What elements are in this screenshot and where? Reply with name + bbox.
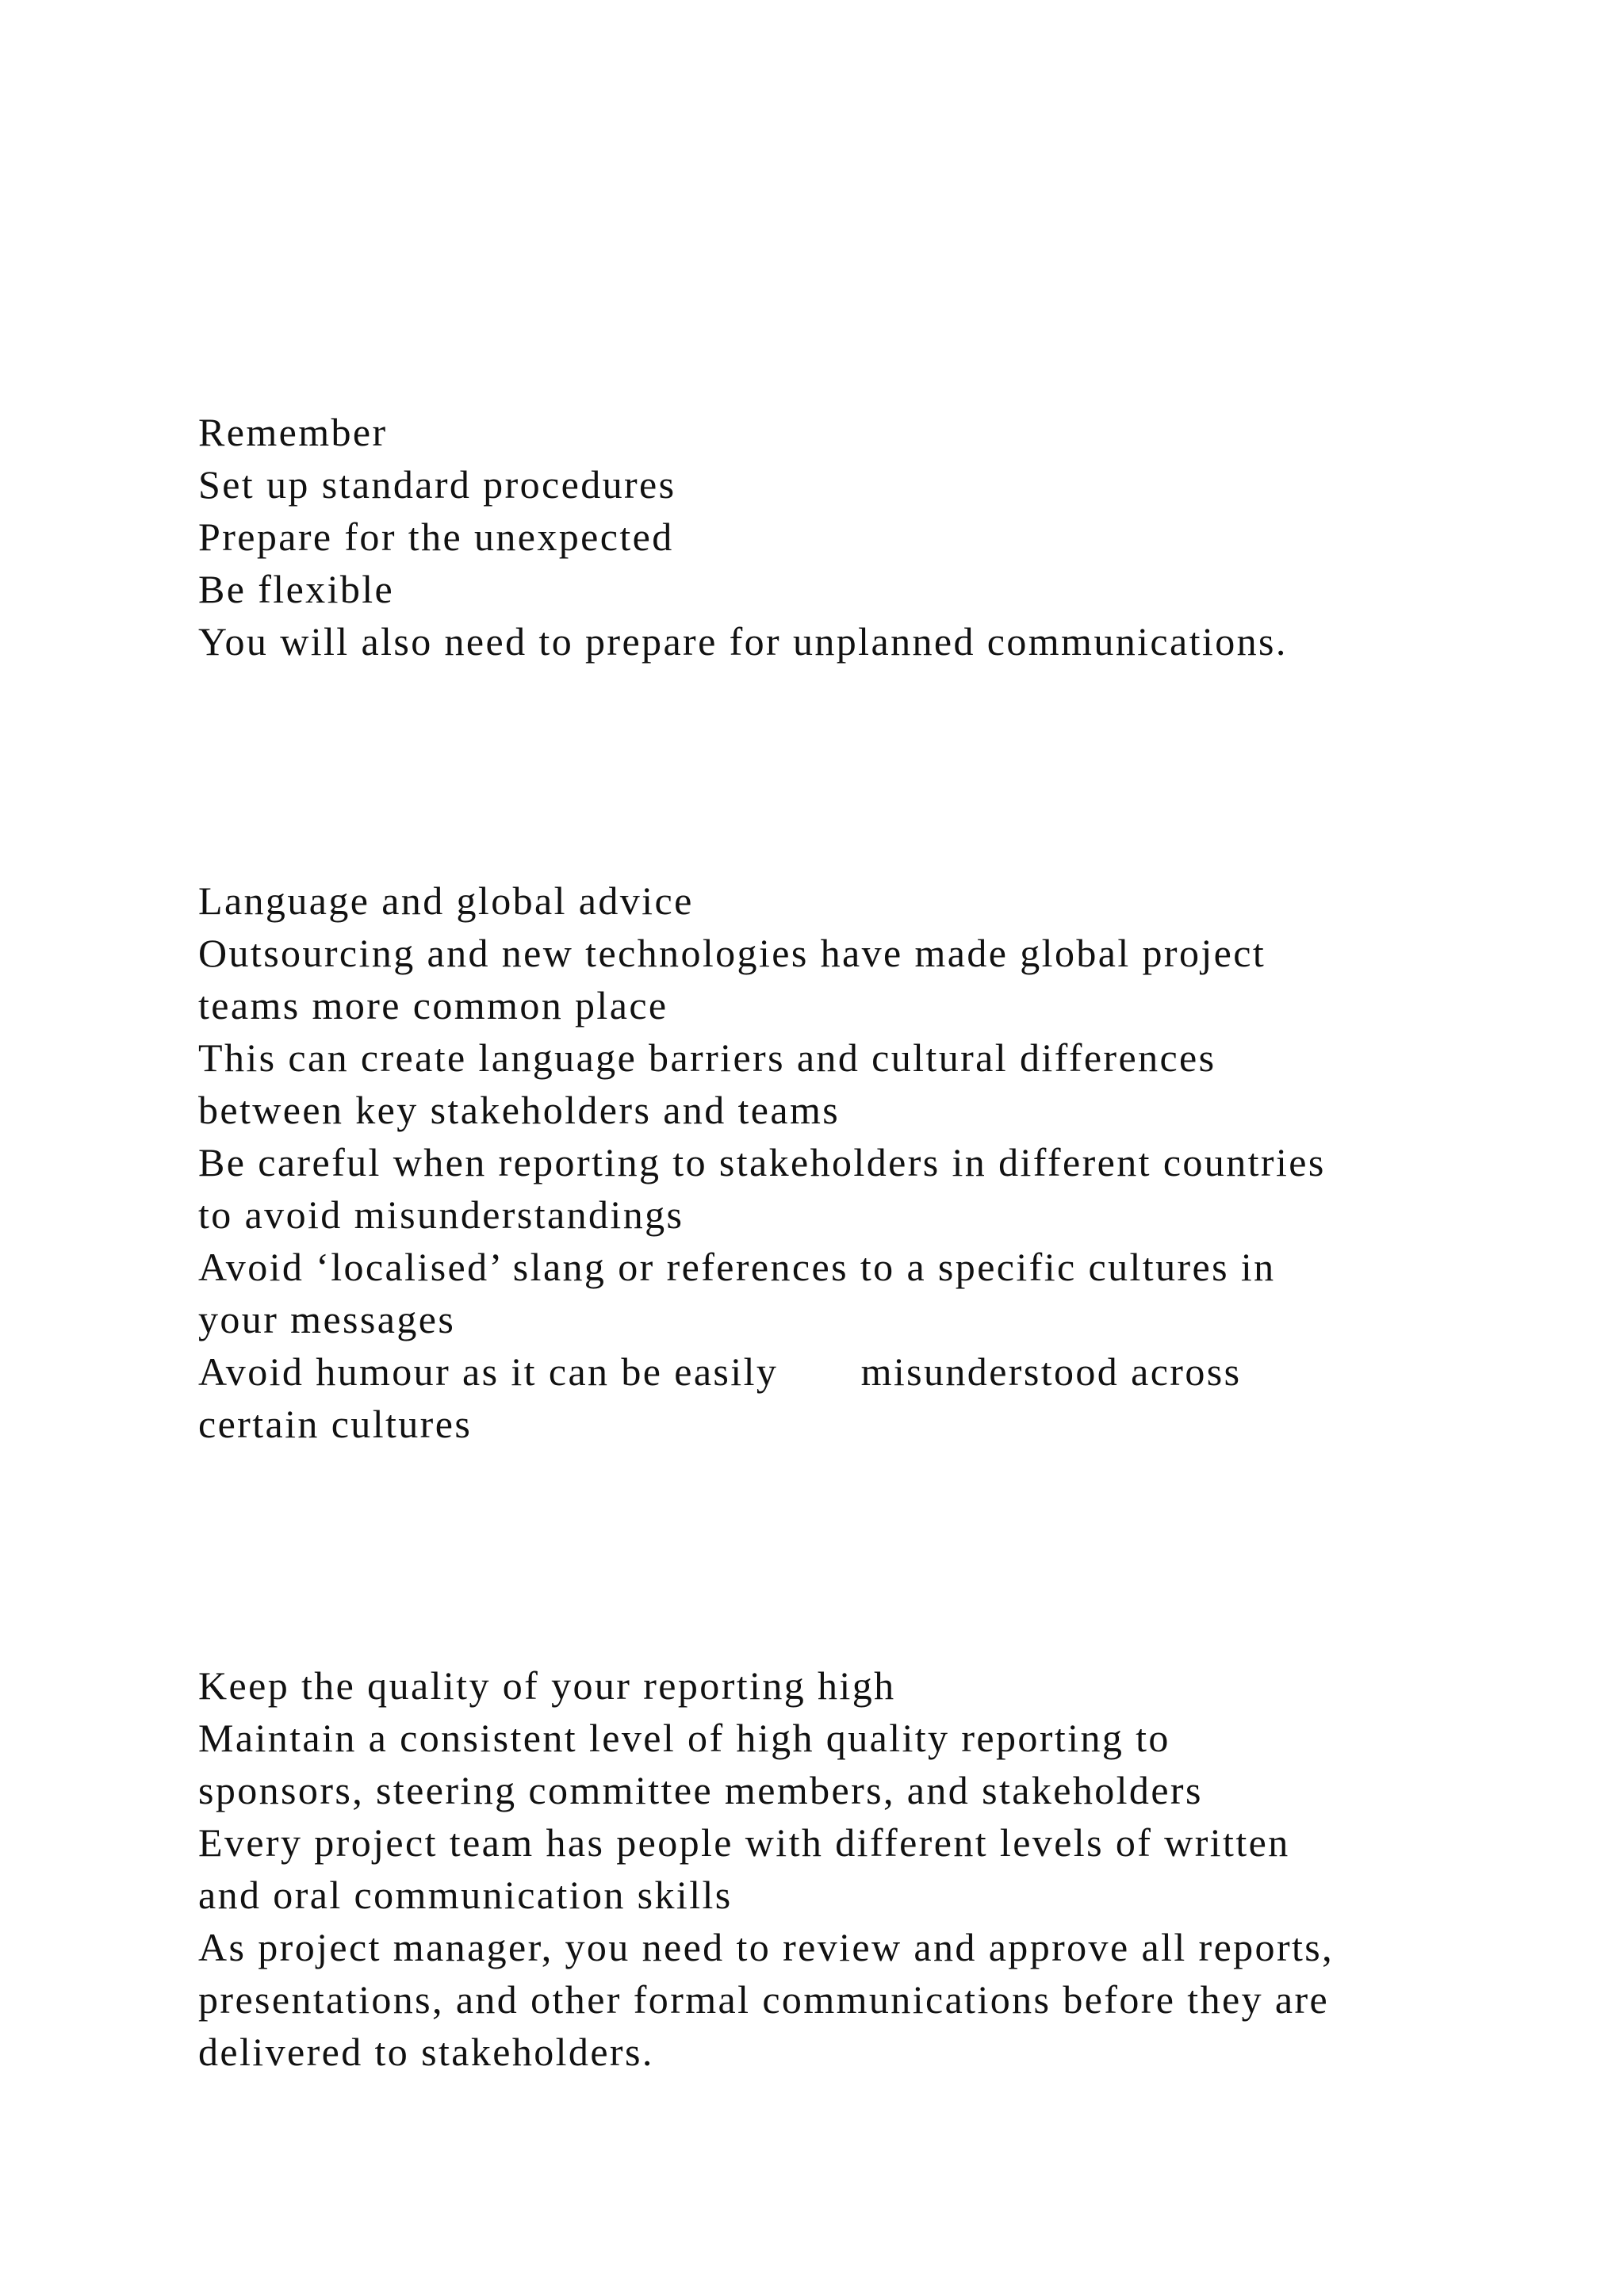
text-line: between key stakeholders and teams [198,1088,841,1132]
text-line: Avoid humour as it can be easily misunderstood across [198,1349,1242,1394]
language-global-advice-section [198,874,1499,1450]
reporting-quality-section [198,1659,1499,2078]
text-line: to avoid misunderstandings [198,1192,684,1237]
section-heading: Remember [198,410,388,454]
remember-section [198,406,1499,668]
section-heading: Language and global advice [198,878,694,923]
text-line: Maintain a consistent level of high quality reporting to [198,1716,1170,1760]
text-line: Set up standard procedures [198,462,676,507]
text-line: Prepare for the unexpected [198,515,674,559]
text-line: and oral communication skills [198,1873,733,1917]
text-line: Be careful when reporting to stakeholders in different countries [198,1140,1326,1184]
text-line: This can create language barriers and cultural differences [198,1035,1216,1080]
text-line: your messages [198,1297,456,1341]
section-heading: Keep the quality of your reporting high [198,1663,896,1708]
text-line: Every project team has people with different levels of written [198,1820,1290,1865]
text-line: Outsourcing and new technologies have made global project [198,931,1266,975]
text-line: delivered to stakeholders. [198,2030,654,2074]
text-line: certain cultures [198,1402,473,1446]
text-line: You will also need to prepare for unplanned communications. [198,619,1288,664]
text-line: As project manager, you need to review and approve all reports, [198,1925,1335,1969]
text-line: Avoid ‘localised’ slang or references to a specific cultures in [198,1245,1276,1289]
text-line: presentations, and other formal communications before they are [198,1977,1330,2022]
text-line: teams more common place [198,983,668,1027]
text-line: sponsors, steering committee members, and stakeholders [198,1768,1203,1812]
text-line: Be flexible [198,567,395,611]
